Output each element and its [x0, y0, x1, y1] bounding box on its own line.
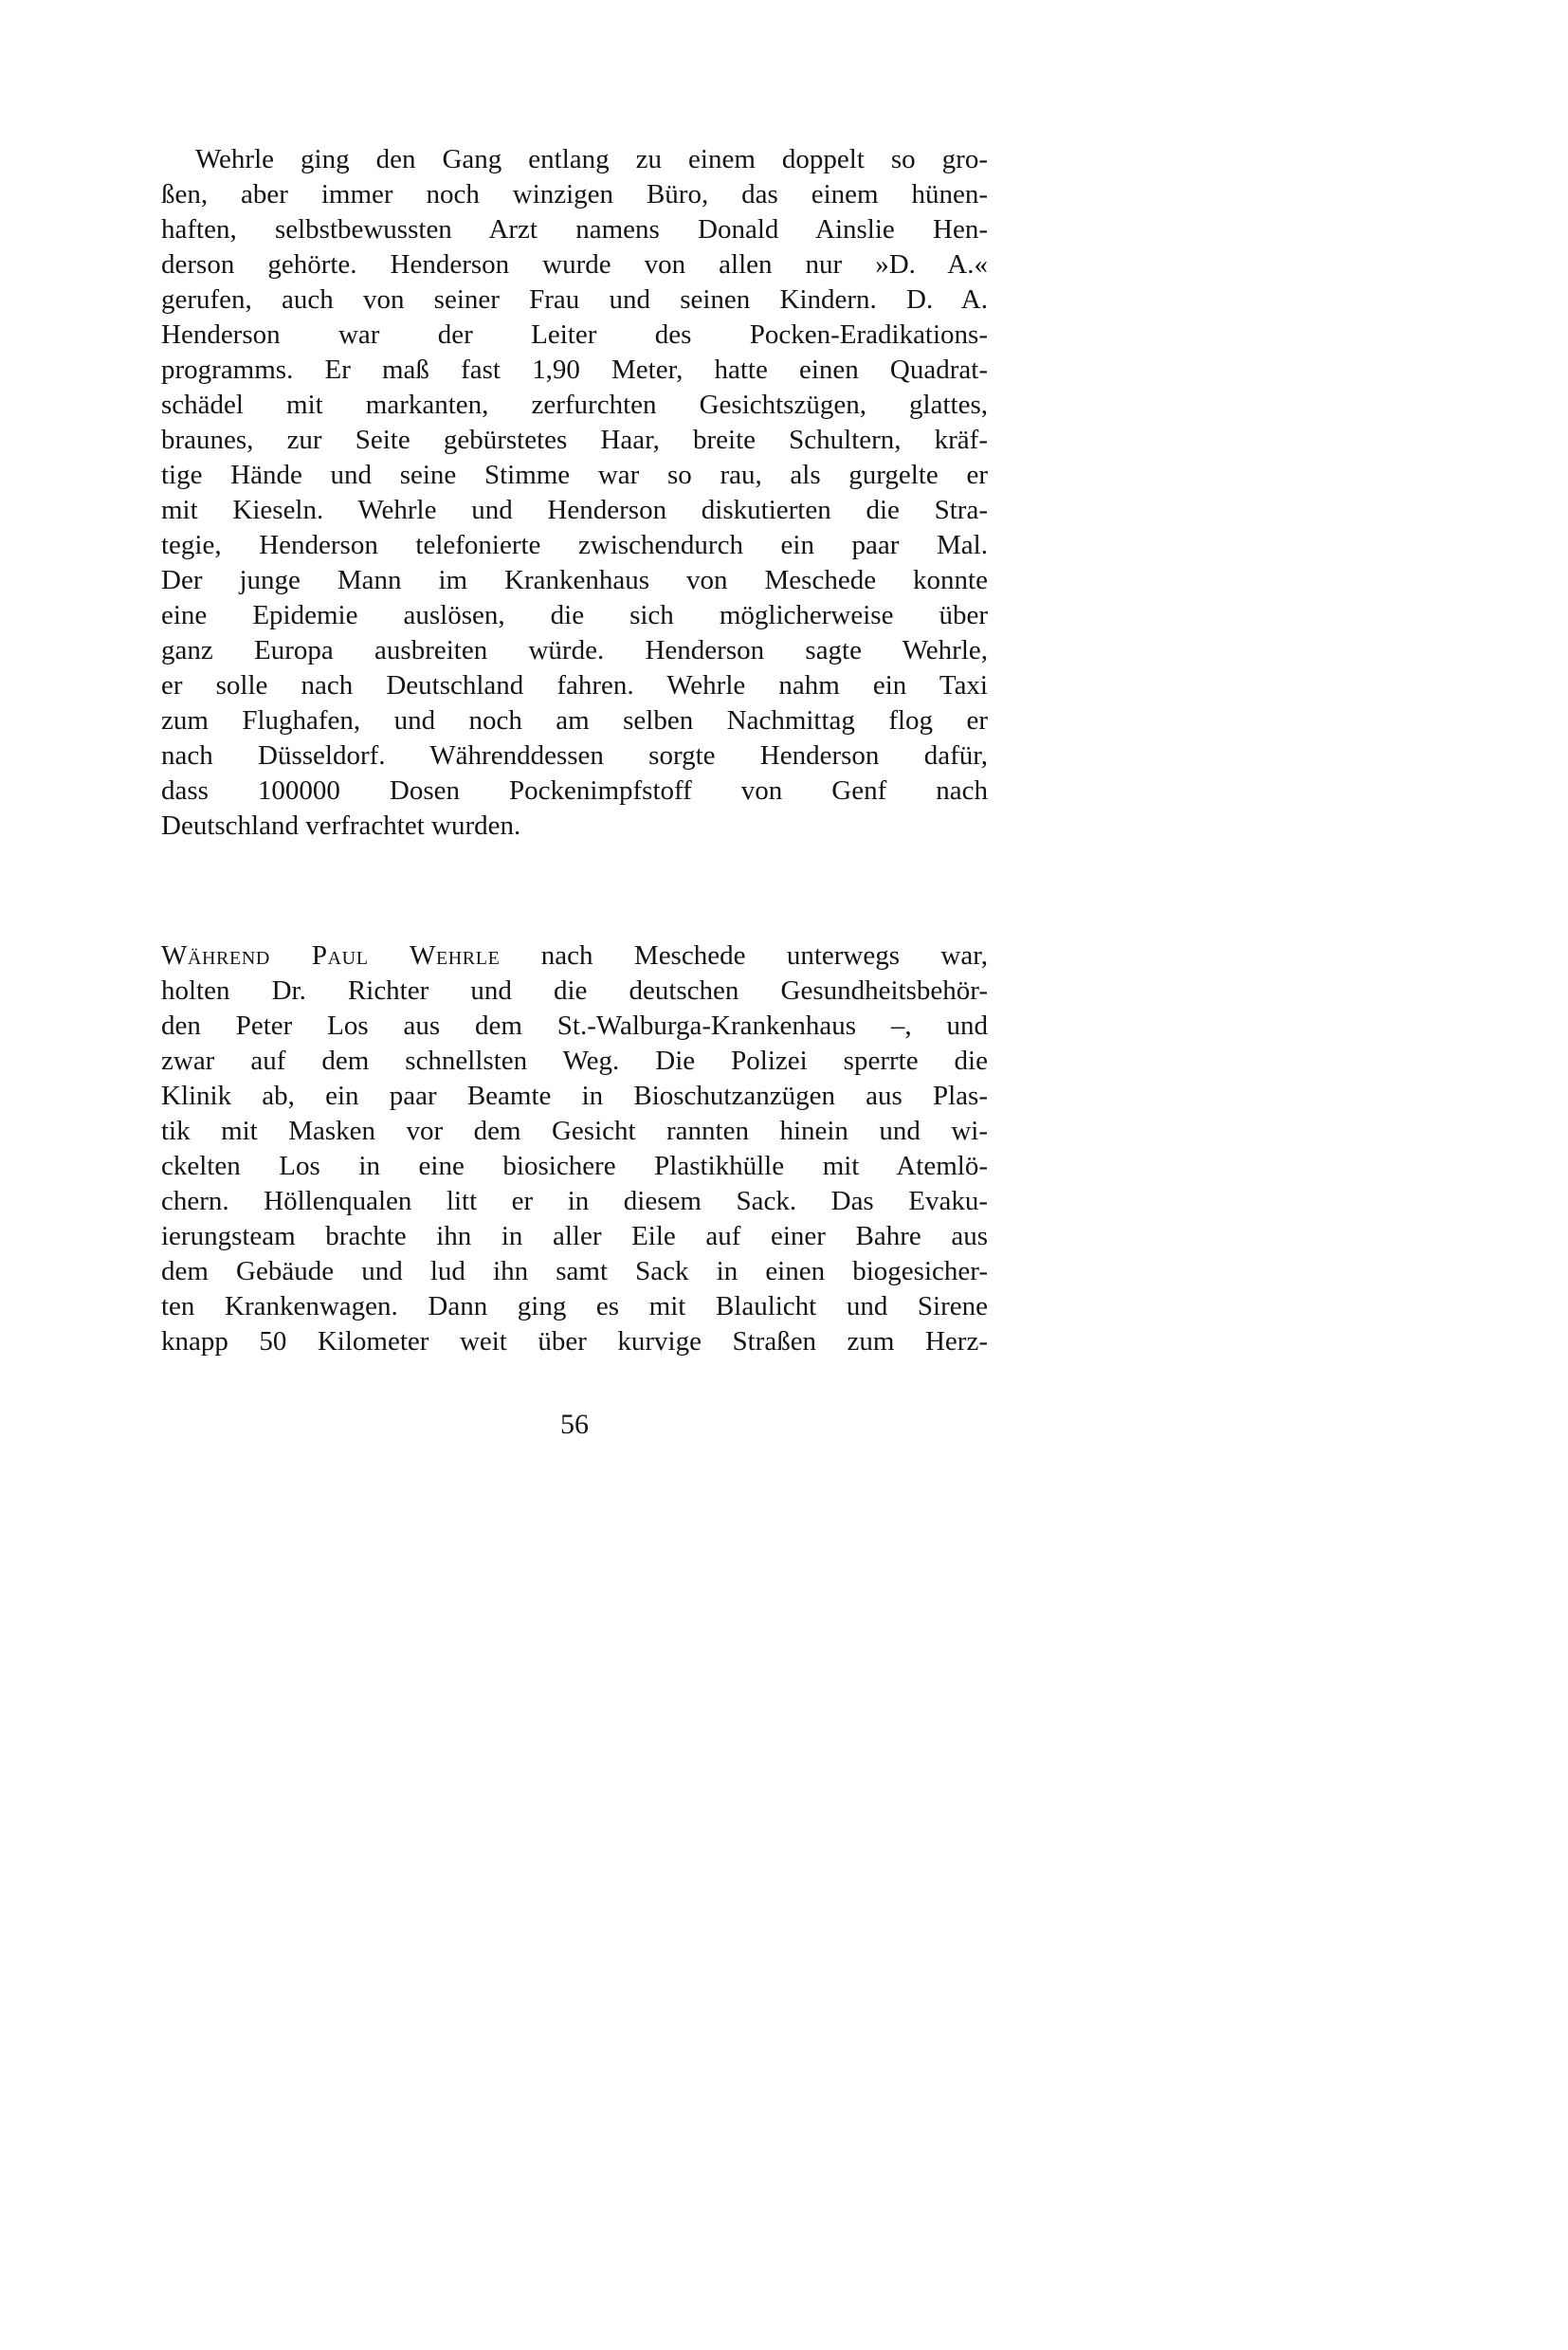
text-line: ierungsteam brachte ihn in aller Eile auf einer Bahre aus	[161, 1221, 988, 1251]
text-line: programms. Er maß fast 1,90 Meter, hatte einen Quadrat-	[161, 355, 988, 385]
paragraph-2	[161, 938, 988, 1359]
text-line: er solle nach Deutschland fahren. Wehrle nahm ein Taxi	[161, 670, 988, 701]
text-line: nach Düsseldorf. Währenddessen sorgte Henderson dafür,	[161, 740, 988, 771]
first-line-rest: nach Meschede unterwegs war,	[500, 940, 988, 971]
text-line: zum Flughafen, und noch am selben Nachmittag flog er	[161, 705, 988, 736]
text-line: ten Krankenwagen. Dann ging es mit Blaulicht und Sirene	[161, 1291, 988, 1321]
text-line: Henderson war der Leiter des Pocken-Eradikations-	[161, 319, 988, 350]
text-line: holten Dr. Richter und die deutschen Gesundheitsbehör-	[161, 975, 988, 1006]
paragraph-1	[161, 142, 988, 844]
smallcaps-lead: Während Paul Wehrle	[161, 940, 501, 971]
text-line: haften, selbstbewussten Arzt namens Donald Ainslie Hen-	[161, 214, 988, 245]
text-line: mit Kieseln. Wehrle und Henderson diskutierten die Stra-	[161, 495, 988, 525]
text-line: zwar auf dem schnellsten Weg. Die Polizei sperrte die	[161, 1046, 988, 1076]
text-line: Klinik ab, ein paar Beamte in Bioschutzanzügen aus Plas-	[161, 1081, 988, 1111]
text-line: tige Hände und seine Stimme war so rau, als gurgelte er	[161, 460, 988, 490]
text-line: ckelten Los in eine biosichere Plastikhülle mit Atemlö-	[161, 1151, 988, 1181]
text-line: ßen, aber immer noch winzigen Büro, das einem hünen-	[161, 179, 988, 209]
paragraph-2-first-line	[161, 938, 988, 974]
text-line: tik mit Masken vor dem Gesicht rannten hinein und wi-	[161, 1116, 988, 1146]
text-line: knapp 50 Kilometer weit über kurvige Straßen zum Herz-	[161, 1326, 988, 1357]
text-line: eine Epidemie auslösen, die sich möglicherweise über	[161, 600, 988, 630]
paragraph-2-rest	[161, 974, 988, 1359]
page-number: 56	[560, 1409, 589, 1440]
text-line: ganz Europa ausbreiten würde. Henderson sagte Wehrle,	[161, 635, 988, 665]
text-line: derson gehörte. Henderson wurde von allen nur »D. A.«	[161, 249, 988, 280]
text-line: gerufen, auch von seiner Frau und seinen Kindern. D. A.	[161, 284, 988, 315]
text-line: Der junge Mann im Krankenhaus von Meschede konnte	[161, 565, 988, 595]
text-line: chern. Höllenqualen litt er in diesem Sack. Das Evaku-	[161, 1186, 988, 1216]
text-line: den Peter Los aus dem St.-Walburga-Krankenhaus –, und	[161, 1011, 988, 1041]
text-line: dass 100000 Dosen Pockenimpfstoff von Genf nach	[161, 775, 988, 806]
text-block	[161, 142, 988, 1442]
text-line: dem Gebäude und lud ihn samt Sack in einen biogesicher-	[161, 1256, 988, 1286]
text-line: schädel mit markanten, zerfurchten Gesichtszügen, glattes,	[161, 390, 988, 420]
text-line: tegie, Henderson telefonierte zwischendurch ein paar Mal.	[161, 530, 988, 560]
text-line: Wehrle ging den Gang entlang zu einem doppelt so gro-	[195, 144, 988, 174]
text-line: braunes, zur Seite gebürstetes Haar, breite Schultern, kräf-	[161, 425, 988, 455]
text-line: Deutschland verfrachtet wurden.	[161, 811, 521, 841]
